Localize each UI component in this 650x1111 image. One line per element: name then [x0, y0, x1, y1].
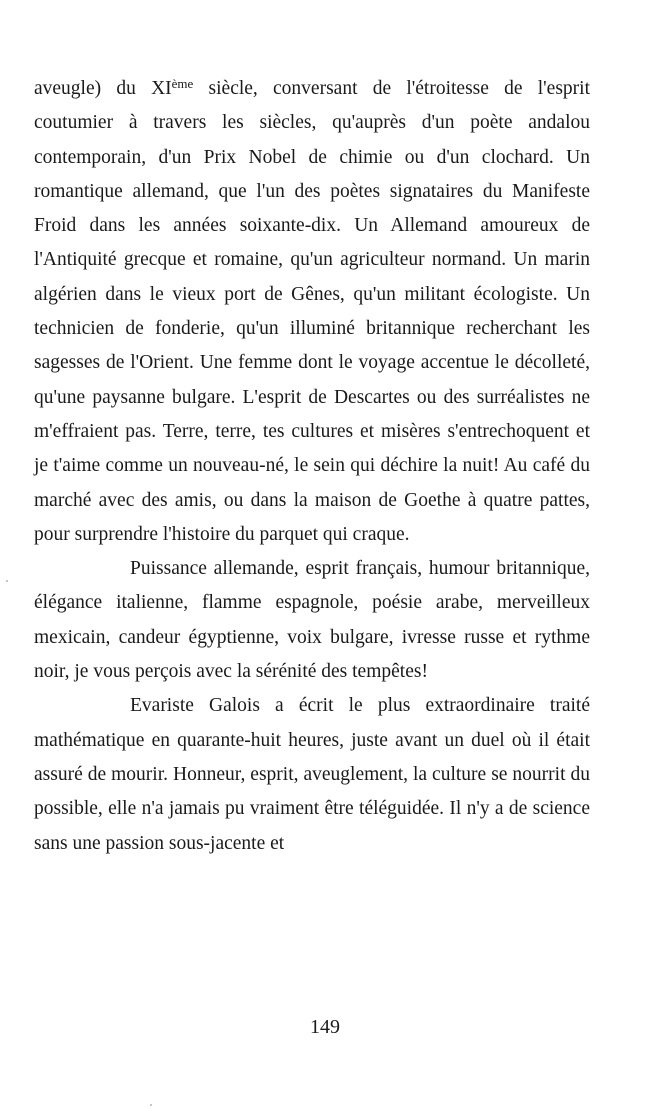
- paragraph-2: Puissance allemande, esprit français, humour britannique, élégance italienne, flamme espagnole, poésie arabe, merveilleux mexicain, candeur égyptienne, voix bulgare, ivresse russe et rythme noir, je vous perçois avec la sérénité des tempêtes!: [34, 558, 590, 683]
- paragraph-continued: [34, 72, 590, 552]
- century-superscript: ème: [171, 76, 194, 91]
- page-number: 149: [310, 1016, 340, 1038]
- paragraph-1-lead: aveugle) du XI: [34, 78, 172, 99]
- scan-speck: [6, 580, 8, 582]
- paragraph-3: Evariste Galois a écrit le plus extraordinaire traité mathématique en quarante-huit heures, juste avant un duel où il était assuré de mourir. Honneur, esprit, aveuglement, la culture se nourrit du possible, elle n'a jamais pu vraiment être téléguidée. Il n'y a de science sans une passion sous-jacente et: [34, 695, 590, 854]
- paragraph-1-text: siècle, conversant de l'étroitesse de l'esprit coutumier à travers les siècles, qu'auprès d'un poète andalou contemporain, d'un Prix Nobel de chimie ou d'un clochard. Un romantique allemand, que l'un des poètes signataires du Manifeste Froid dans les années soixante-dix. Un Allemand amoureux de l'Antiquité grecque et romaine, qu'un agriculteur normand. Un marin algérien dans le vieux port de Gênes, qu'un militant écologiste. Un technicien de fonderie, qu'un illuminé britannique recherchant les sagesses de l'Orient. Une femme dont le voyage accentue le décolleté, qu'une paysanne bulgare. L'esprit de Descartes ou des surréalistes ne m'effraient pas. Terre, terre, tes cultures et misères s'entrechoquent et je t'aime comme un nouveau-né, le sein qui déchire la nuit! Au café du marché avec des amis, ou dans la maison de Goethe à quatre pattes, pour surprendre l'histoire du parquet qui craque.: [34, 78, 591, 545]
- scan-speck: [150, 1104, 152, 1106]
- body-text: [34, 72, 590, 861]
